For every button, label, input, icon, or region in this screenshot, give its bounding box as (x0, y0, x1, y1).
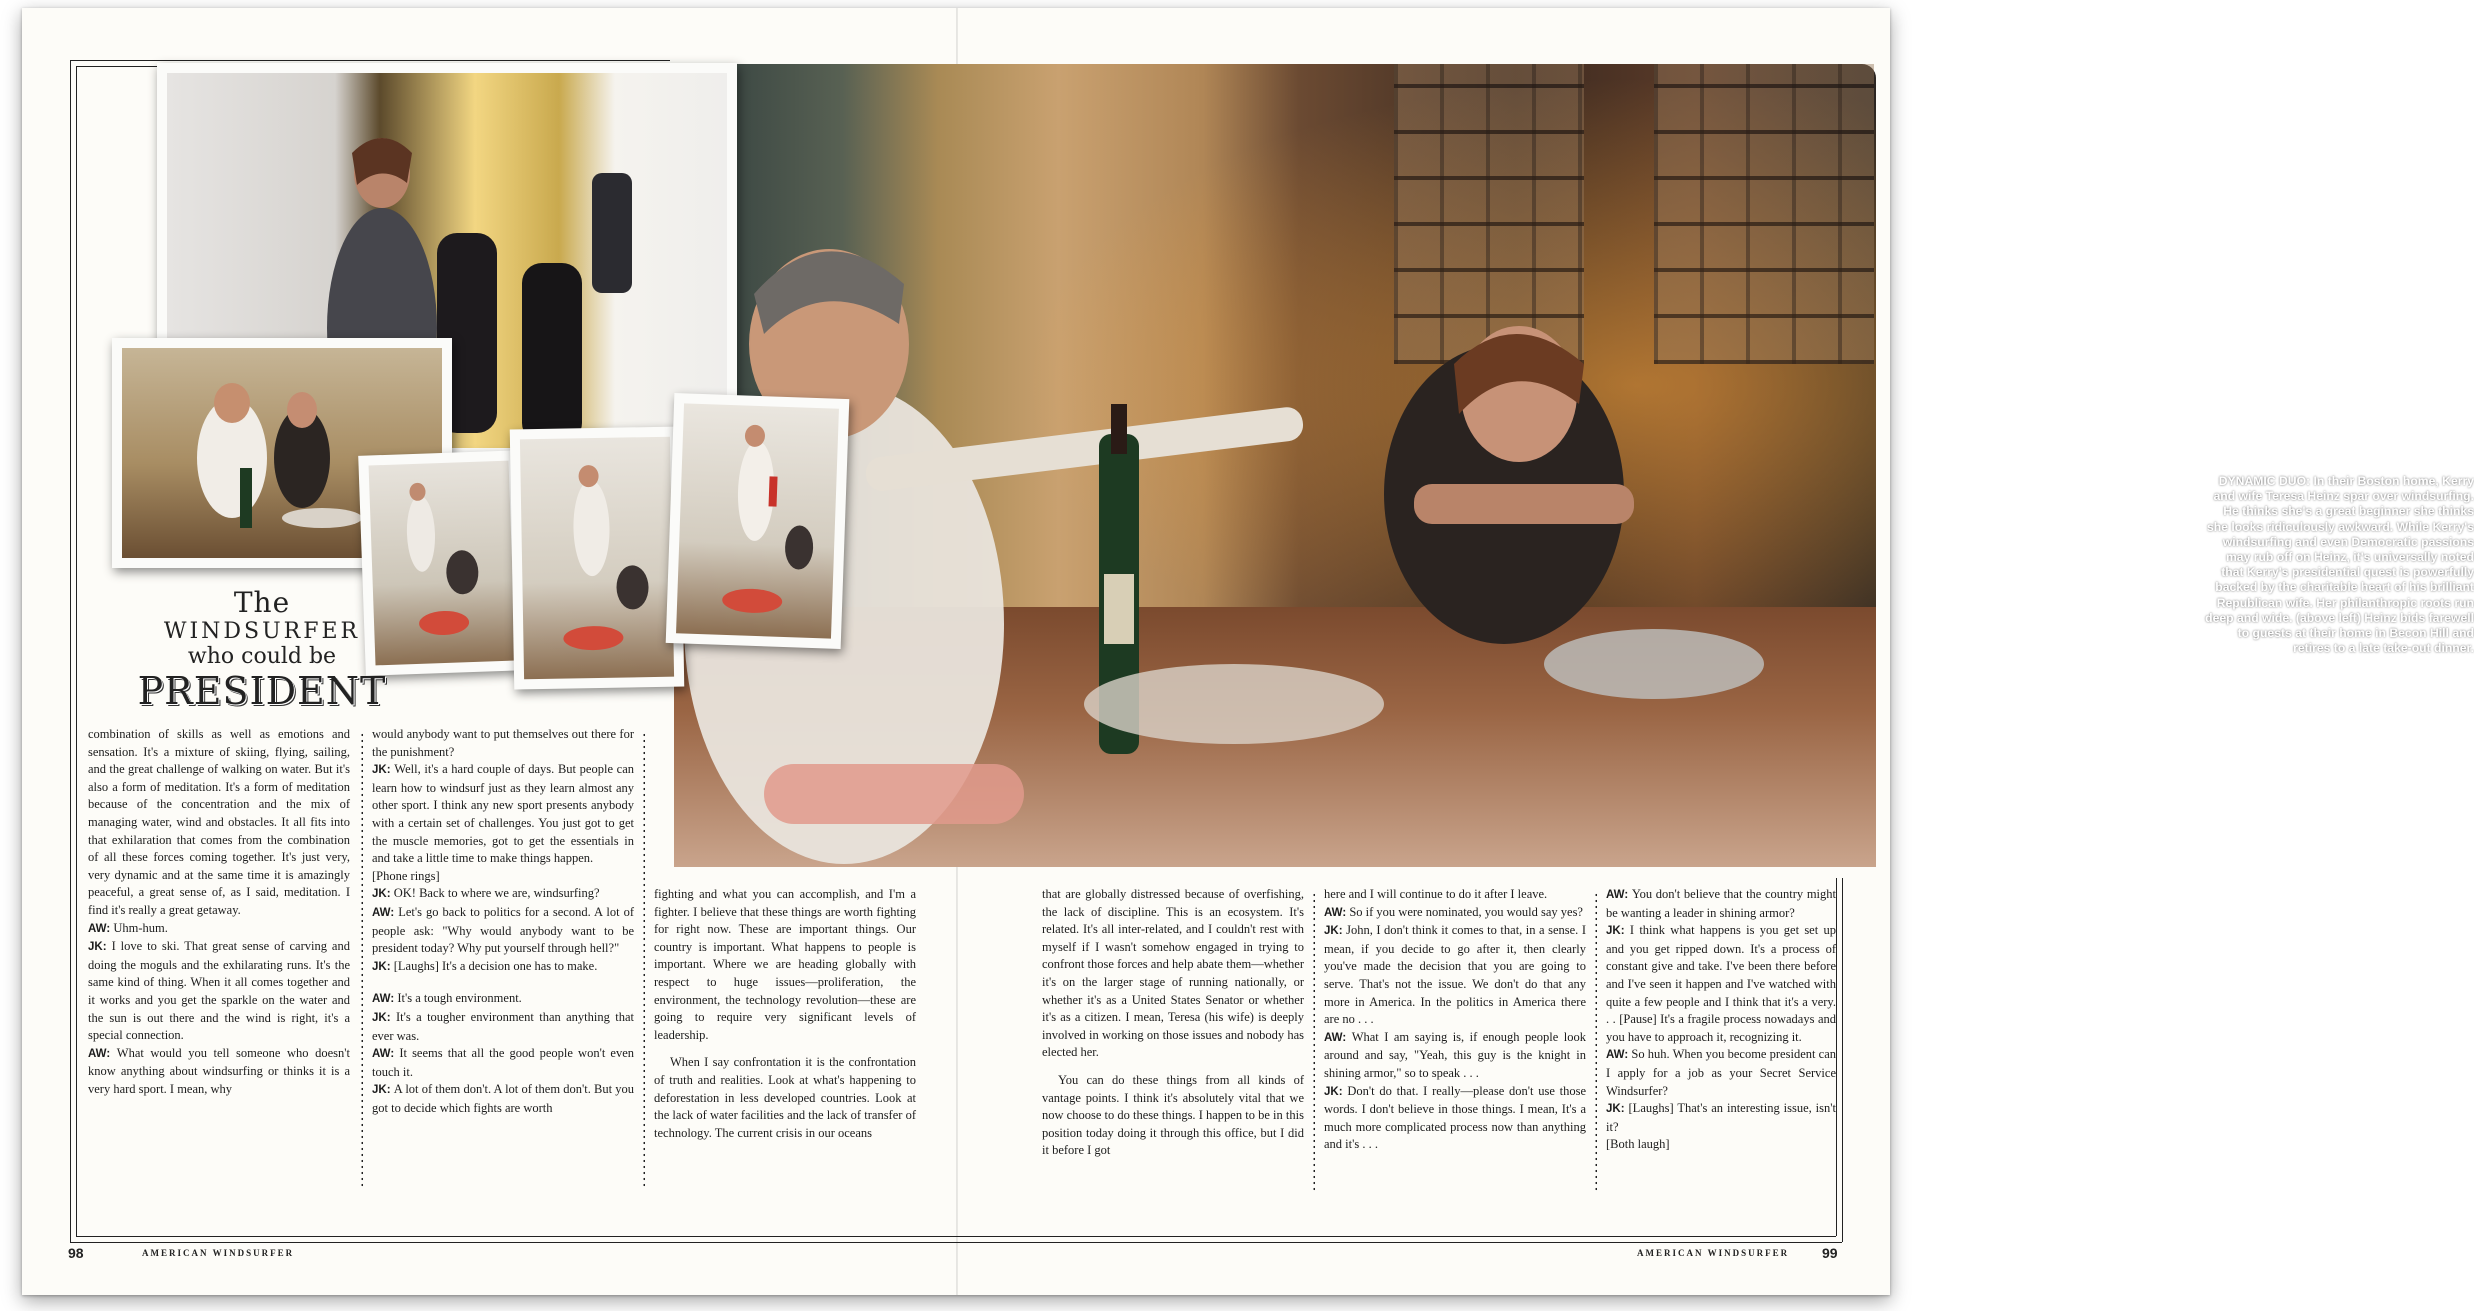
text-column-4 (1042, 886, 1304, 1160)
paragraph-text: So if you were nominated, you would say yes? (1349, 904, 1583, 919)
paragraph-text: fighting and what you can accomplish, and I'm a fighter. I believe that these things are worth fighting for right now. These are important things. Our country is important. What happens to people is important. Where we are heading globally with respect to huge issues—proliferation, the environment, the technology revolution—these are going to require very significant levels of leadership. (654, 887, 916, 1042)
paragraph-text: that are globally distressed because of overfishing, the lack of discipline. This is an ecosystem. It's related. It's all inter-related, and I couldn't rest with myself if I wasn't somehow engaged in trying to confront those forces and help abate them—whether it's on the larger stage of running nationally, or whether it's as a United States Senator or whether it's as a citizen. I mean, Teresa (his wife) is deeply involved in working on those issues and nobody has elected her. (1042, 887, 1304, 1060)
paragraph-text: You don't believe that the country might be wanting a leader in shining armor? (1606, 887, 1836, 920)
paragraph (372, 958, 634, 977)
paragraph-text: I love to ski. That great sense of carving and doing the moguls and the exhilarating runs. It's the same kind of thing. When it all comes together and it works and you get the sparkle on the water and the sun is out there and the wind is right, it's a special connection. (88, 939, 350, 1043)
paragraph (372, 904, 634, 958)
speaker-label: JK: (372, 888, 394, 901)
paragraph-text: It's a tough environment. (397, 991, 522, 1006)
page-number-left: 98 (68, 1245, 84, 1261)
paragraph (1324, 1083, 1586, 1154)
speaker-label: AW: (88, 922, 114, 935)
paragraph (1606, 1046, 1836, 1100)
text-column-1 (88, 726, 350, 1098)
title-line-who-could-be: who could be (187, 644, 337, 669)
paragraph-text: A lot of them don't. A lot of them don't. But you got to decide which fights are worth (372, 1082, 635, 1115)
frame-right-line (1842, 878, 1843, 1242)
frame-bottom-line (70, 1242, 1842, 1243)
speaker-label: JK: (372, 960, 394, 973)
paragraph-text: I think what happens is you get set up and you get ripped down. It's a process of constant give and take. I've been there before and I've seen it happen and I've watched with quite a few people and I think that it's a very. . . [Pause] It's a fragile process nowadays and you have to approach it, recognizing it. (1606, 923, 1836, 1044)
paragraph (372, 868, 634, 886)
paragraph (372, 1009, 634, 1045)
paragraph-text: When I say confrontation it is the confrontation of truth and realities. Look at what's happening to deforestation in less developed countries. Look at the lack of water facilities and the lack of transfer of technology. The current crisis in our oceans (654, 1055, 916, 1140)
column-rule (361, 732, 363, 1187)
paragraph (1324, 886, 1586, 904)
speaker-label: JK: (1324, 1085, 1348, 1098)
frame-left-line (70, 60, 71, 1242)
paragraph (372, 990, 634, 1009)
paragraph-text: Uhm-hum. (113, 920, 168, 935)
speaker-label: AW: (1324, 906, 1350, 919)
text-column-6 (1606, 886, 1836, 1154)
paragraph (1324, 1029, 1586, 1083)
speaker-label: JK: (1606, 1103, 1629, 1116)
title-line-windsurfer: WINDSURFER (163, 619, 361, 644)
paragraph (372, 1045, 634, 1081)
paragraph-text: You can do these things from all kinds of vantage points. I think it's absolutely vital that we now choose to do these things. I happen to be in this position today doing it through this office, but I did it before I got (1042, 1072, 1304, 1158)
speaker-label: AW: (372, 993, 398, 1006)
paragraph-text: combination of skills as well as emotions and sensation. It's a mixture of skiing, flying, sailing, and the great challenge of walking on water. But it's also a form of meditation. It's a form of meditation because of the concentration and the mix of managing water, wind and obstacles. It all fits into that exhilaration that comes from the combination of all these forces coming together. It's just very, very dynamic and at the same time it is amazingly peaceful, a great sense of, as I said, meditation. I find it's really a great getaway. (88, 727, 350, 917)
paragraph (88, 920, 350, 939)
frame-top-line (70, 60, 670, 61)
paragraph (372, 726, 634, 761)
speaker-label: AW: (1324, 1031, 1352, 1044)
magazine-spread (22, 8, 2474, 1295)
paragraph-text: here and I will continue to do it after I leave. (1324, 887, 1548, 901)
paragraph (1324, 904, 1586, 923)
photo-sequence-3 (666, 393, 850, 649)
paragraph (88, 938, 350, 1045)
speaker-label: JK: (372, 764, 395, 777)
column-rule (1313, 892, 1315, 1192)
paragraph-text: [Both laugh] (1606, 1137, 1670, 1152)
frame-left-line-inner (76, 66, 77, 1236)
running-footer-right: AMERICAN WINDSURFER (1637, 1248, 1790, 1258)
article-title (132, 586, 392, 713)
paragraph-text: It seems that all the good people won't even touch it. (372, 1046, 634, 1079)
speaker-label: AW: (372, 1048, 400, 1061)
paragraph (372, 1081, 634, 1117)
paragraph-text: Well, it's a hard couple of days. But people can learn how to windsurf just as they learn almost any other sport. I think any new sport presents anybody with a certain set of challenges. You just got to get the muscle memories, got to get the essentials in and take a little time to make things happen. (372, 762, 635, 866)
paragraph-text: Let's go back to politics for a second. A lot of people ask: "Why would anybody want to be president today? Why put yourself through hell?" (372, 904, 634, 956)
paragraph-text: [Laughs] It's a decision one has to make. (393, 958, 598, 973)
paragraph-text: Don't do that. I really—please don't use those words. I don't believe in those things. I mean, It's a much more complicated process now than anything and it's . . . (1324, 1083, 1586, 1152)
paragraph (1606, 922, 1836, 1046)
speaker-label: AW: (1606, 889, 1632, 901)
title-line-president: PRESIDENT (137, 669, 387, 713)
paragraph (1042, 886, 1304, 1062)
text-column-2 (372, 726, 634, 1117)
photo-sequence-2 (510, 427, 685, 690)
frame-right-line-inner (1836, 878, 1837, 1236)
speaker-label: JK: (88, 941, 112, 954)
photo-caption: DYNAMIC DUO: In their Boston home, Kerry and wife Teresa Heinz spar over windsurfing. He thinks she's a great beginner she thinks she looks ridiculously awkward. While Kerry's windsurfing and even Democratic passions may rub off on Heinz, it's universally noted that Kerry's presidential quest is powerfully backed by the charitable heart of his brilliant Republican wife. Her philanthropic roots run deep and wide. (above left) Heinz bids farewell to guests at their home in Becon Hill and retires to a late take-out dinner. (2205, 474, 2474, 656)
running-footer-left: AMERICAN WINDSURFER (142, 1248, 295, 1258)
paragraph-text: It's a tougher environment than anything that ever was. (372, 1009, 635, 1043)
text-column-3 (654, 886, 916, 1142)
column-rule (643, 732, 645, 1187)
photo-figures-illustration (674, 64, 1876, 867)
speaker-label: AW: (1606, 1049, 1632, 1062)
paragraph (88, 726, 350, 920)
frame-bottom-line-inner (76, 1236, 1836, 1237)
paragraph (654, 1054, 916, 1142)
paragraph (88, 1045, 350, 1099)
text-column-5 (1324, 886, 1586, 1154)
paragraph-text: What I am saying is, if enough people look around and say, "Yeah, this guy is the knight in shining armor," so to speak . . . (1324, 1029, 1586, 1080)
paragraph (372, 885, 634, 904)
paragraph (1606, 886, 1836, 922)
paragraph (654, 886, 916, 1044)
paragraph-text: [Phone rings] (372, 868, 440, 883)
main-dinner-photo (674, 64, 2474, 867)
title-line-the: The (233, 586, 291, 619)
speaker-label: JK: (1324, 925, 1347, 938)
paragraph (1606, 1100, 1836, 1136)
paragraph-text: What would you tell someone who doesn't know anything about windsurfing or thinks it is a very hard sport. I mean, why (88, 1045, 351, 1096)
paragraph (1324, 922, 1586, 1029)
paragraph (1042, 1072, 1304, 1160)
page-number-right: 99 (1822, 1245, 1838, 1261)
speaker-label: JK: (1606, 925, 1630, 938)
paragraph-text: [Laughs] That's an interesting issue, isn't it? (1606, 1101, 1836, 1134)
speaker-label: JK: (372, 1011, 396, 1024)
paragraph (1606, 1136, 1836, 1154)
paragraph-text: OK! Back to where we are, windsurfing? (393, 886, 600, 901)
speaker-label: AW: (372, 906, 399, 919)
paragraph-text: would anybody want to put themselves out there for the punishment? (372, 727, 634, 759)
speaker-label: AW: (88, 1047, 117, 1060)
paragraph-text: John, I don't think it comes to that, in a sense. I mean, if you decide to go after it, then clearly you've made the decision that you are going to serve. That's not the issue. We don't do that any more in America. In the politics in America there are no . . . (1324, 923, 1586, 1027)
paragraph-text: So huh. When you become president can I apply for a job as your Secret Service Windsurfer? (1606, 1047, 1836, 1098)
speaker-label: JK: (372, 1084, 394, 1097)
paragraph (372, 761, 634, 868)
column-rule (1595, 892, 1597, 1192)
